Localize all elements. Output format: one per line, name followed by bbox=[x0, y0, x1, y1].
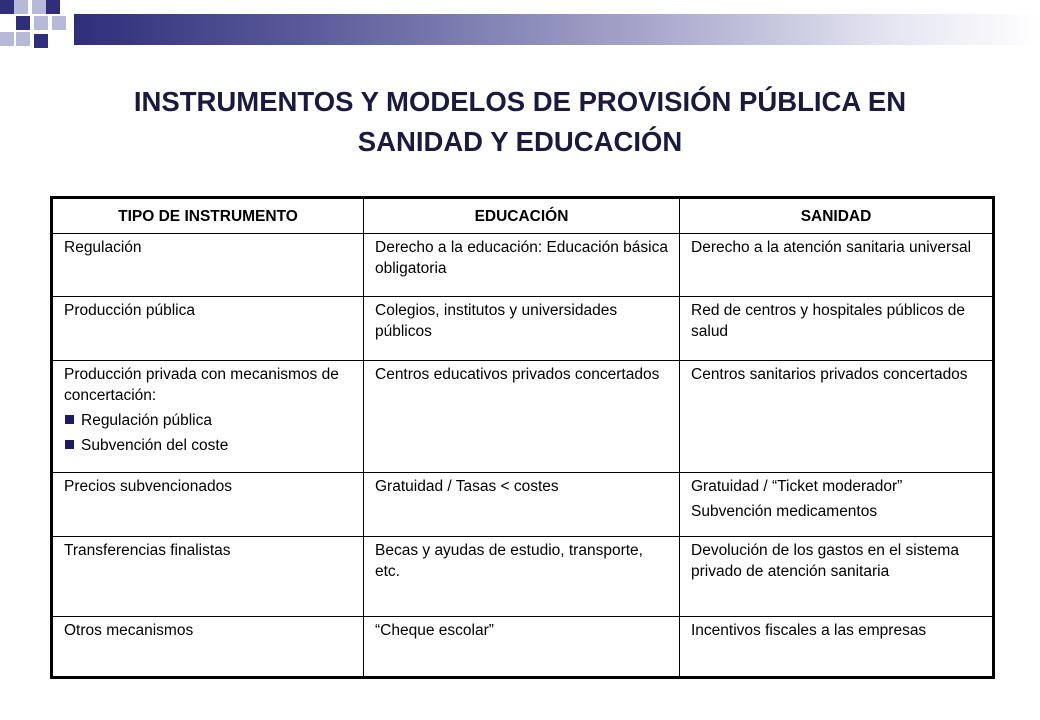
instruments-table bbox=[50, 196, 995, 679]
table-row bbox=[52, 537, 994, 617]
deco-square-10 bbox=[34, 34, 48, 48]
cell-educacion: Becas y ayudas de estudio, transporte, etc. bbox=[364, 537, 680, 617]
deco-square-4 bbox=[46, 0, 60, 14]
square-bullet-icon bbox=[65, 440, 74, 449]
deco-square-7 bbox=[52, 16, 66, 30]
deco-square-2 bbox=[14, 0, 28, 14]
cell-tipo-text: Producción privada con mecanismos de concertación: bbox=[64, 366, 339, 404]
bullet-item bbox=[64, 435, 355, 456]
cell-tipo bbox=[52, 361, 364, 473]
deco-square-6 bbox=[34, 16, 48, 30]
cell-sanidad: Devolución de los gastos en el sistema privado de atención sanitaria bbox=[680, 537, 994, 617]
cell-tipo: Producción pública bbox=[52, 297, 364, 361]
cell-sanidad: Incentivos fiscales a las empresas bbox=[680, 617, 994, 678]
cell-educacion: Derecho a la educación: Educación básica obligatoria bbox=[364, 234, 680, 297]
cell-sanidad: Centros sanitarios privados concertados bbox=[680, 361, 994, 473]
header-educacion: EDUCACIÓN bbox=[364, 198, 680, 234]
cell-educacion: “Cheque escolar” bbox=[364, 617, 680, 678]
slide-title-line2: SANIDAD Y EDUCACIÓN bbox=[357, 126, 683, 157]
table-row bbox=[52, 234, 994, 297]
deco-square-8 bbox=[0, 32, 14, 46]
table-row bbox=[52, 473, 994, 537]
slide-title-line1: INSTRUMENTOS Y MODELOS DE PROVISIÓN PÚBLICA EN bbox=[133, 86, 907, 117]
slide-title bbox=[0, 82, 1040, 162]
cell-sanidad bbox=[680, 473, 994, 537]
bullet-text: Regulación pública bbox=[81, 412, 212, 429]
cell-tipo: Precios subvencionados bbox=[52, 473, 364, 537]
cell-educacion: Gratuidad / Tasas < costes bbox=[364, 473, 680, 537]
cell-sanidad: Red de centros y hospitales públicos de salud bbox=[680, 297, 994, 361]
table-row bbox=[52, 361, 994, 473]
cell-sanidad-extra: Subvención medicamentos bbox=[691, 503, 878, 520]
bullet-text: Subvención del coste bbox=[81, 437, 229, 454]
deco-square-5 bbox=[16, 16, 30, 30]
table-header-row bbox=[52, 198, 994, 234]
cell-educacion: Colegios, institutos y universidades públicos bbox=[364, 297, 680, 361]
cell-tipo: Regulación bbox=[52, 234, 364, 297]
deco-square-3 bbox=[32, 0, 46, 14]
bullet-item bbox=[64, 410, 355, 431]
header-decoration bbox=[0, 0, 1040, 60]
deco-square-9 bbox=[16, 32, 30, 46]
cell-sanidad: Derecho a la atención sanitaria universal bbox=[680, 234, 994, 297]
table-row bbox=[52, 617, 994, 678]
cell-educacion: Centros educativos privados concertados bbox=[364, 361, 680, 473]
deco-square-1 bbox=[0, 0, 14, 14]
square-bullet-icon bbox=[65, 415, 74, 424]
cell-sanidad-text: Gratuidad / “Ticket moderador” bbox=[691, 478, 903, 495]
header-sanidad: SANIDAD bbox=[680, 198, 994, 234]
cell-tipo: Otros mecanismos bbox=[52, 617, 364, 678]
cell-tipo: Transferencias finalistas bbox=[52, 537, 364, 617]
header-gradient-band bbox=[74, 14, 1040, 45]
table-row bbox=[52, 297, 994, 361]
header-tipo: TIPO DE INSTRUMENTO bbox=[52, 198, 364, 234]
